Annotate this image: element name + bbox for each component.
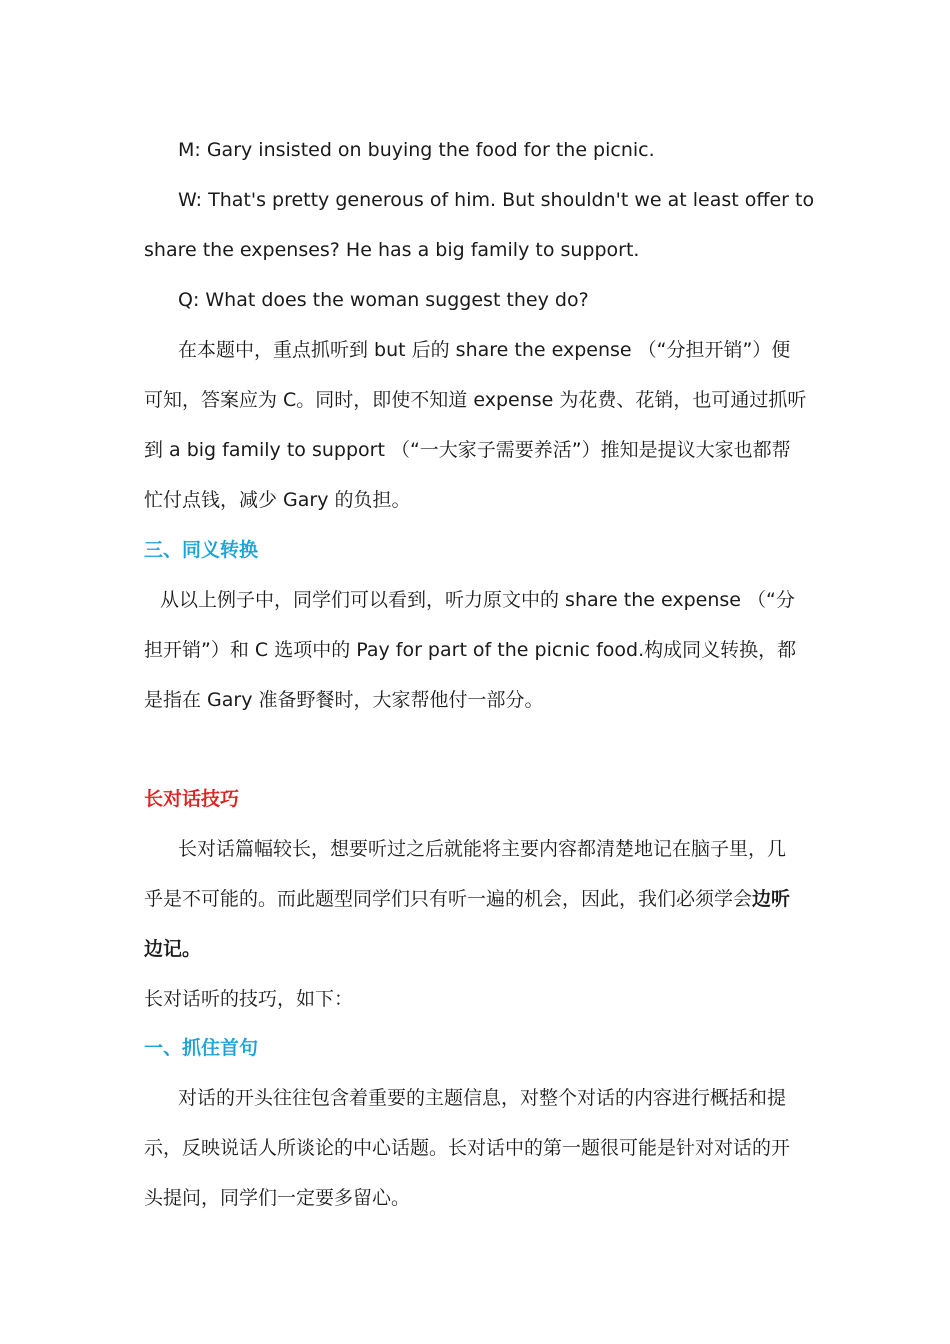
analysis-line: 在本题中，重点抓听到 but 后的 share the expense （“分担开销”）便 [178, 339, 791, 361]
analysis-line: 到 a big family to support （“一大家子需要养活”）推知是提议大家也都帮 [144, 439, 791, 461]
synonym-line: 担开销”）和 C 选项中的 Pay for part of the picnic food.构成同义转换，都 [144, 639, 797, 661]
synonym-line: 是指在 Gary 准备野餐时，大家帮他付一部分。 [144, 689, 544, 711]
synonym-line: 从以上例子中，同学们可以看到，听力原文中的 share the expense （“分 [160, 589, 795, 611]
emphasis-text: 边记。 [144, 938, 202, 960]
emphasis-text: 边听 [752, 888, 791, 910]
dialogue-line-woman: W: That's pretty generous of him. But shouldn't we at least offer to [178, 189, 815, 211]
analysis-line: 可知，答案应为 C。同时，即使不知道 expense 为花费、花销，也可通过抓听 [144, 389, 807, 411]
first-sentence-line: 示，反映说话人所谈论的中心话题。长对话中的第一题很可能是针对对话的开 [144, 1137, 791, 1159]
section-heading-synonym: 三、同义转换 [144, 539, 259, 561]
first-sentence-line: 对话的开头往往包含着重要的主题信息，对整个对话的内容进行概括和提 [178, 1087, 787, 1109]
dialogue-line-man: M: Gary insisted on buying the food for the picnic. [178, 139, 655, 161]
first-sentence-line: 头提问，同学们一定要多留心。 [144, 1187, 411, 1209]
long-dialogue-heading: 长对话技巧 [144, 788, 240, 810]
long-dialogue-paragraph-line [144, 886, 790, 912]
analysis-line: 忙付点钱，减少 Gary 的负担。 [144, 489, 411, 511]
paragraph-text: 乎是不可能的。而此题型同学们只有听一遍的机会，因此，我们必须学会 [144, 888, 753, 910]
dialogue-line-woman-cont: share the expenses? He has a big family to support. [144, 239, 640, 261]
subsection-heading-first-sentence: 一、抓住首句 [144, 1037, 259, 1059]
long-dialogue-intro: 长对话听的技巧，如下： [144, 988, 354, 1010]
long-dialogue-paragraph-line: 长对话篇幅较长，想要听过之后就能将主要内容都清楚地记在脑子里，几 [178, 838, 787, 860]
dialogue-question: Q: What does the woman suggest they do? [178, 289, 589, 311]
